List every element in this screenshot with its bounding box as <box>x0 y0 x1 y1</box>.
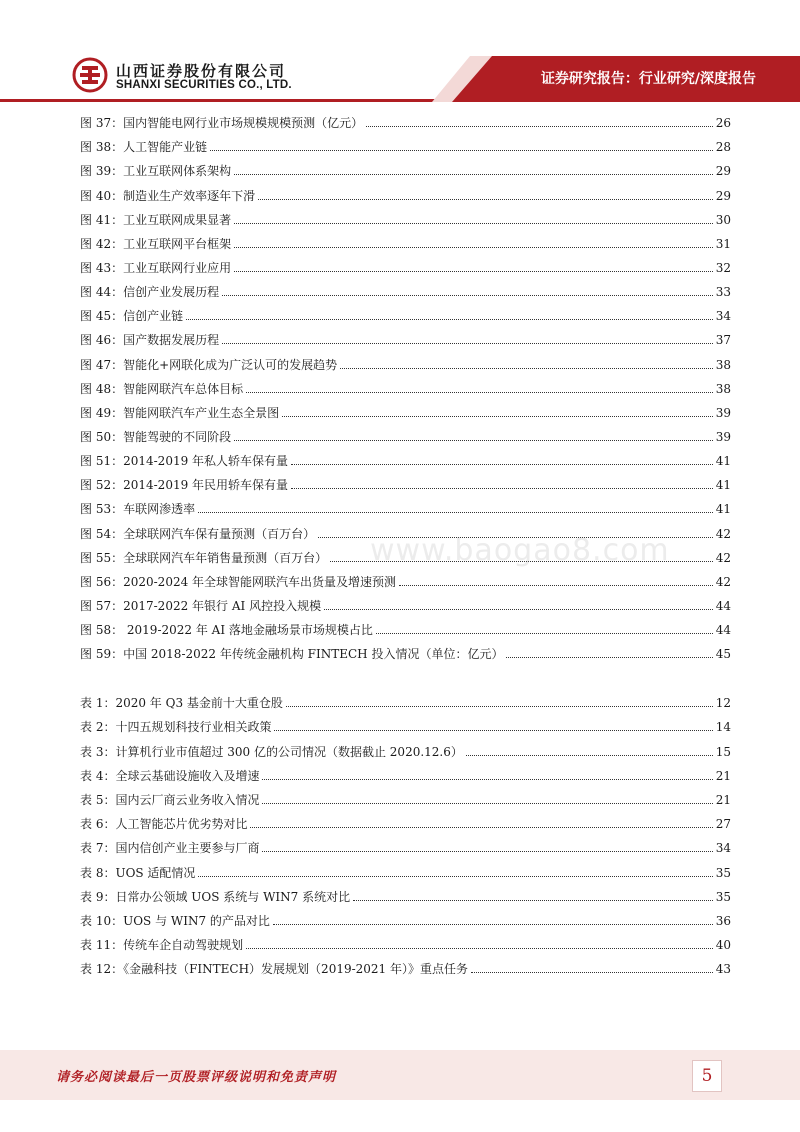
toc-entry-page[interactable]: 31 <box>715 236 731 251</box>
figure-toc-entry[interactable] <box>80 589 731 613</box>
toc-entry-page[interactable]: 29 <box>715 164 731 179</box>
toc-entry-page[interactable]: 35 <box>715 865 731 880</box>
figure-toc-entry[interactable] <box>80 130 731 154</box>
toc-entry-label[interactable]: 表 4：全球云基础设施收入及增速 <box>80 768 260 783</box>
toc-entry-label[interactable]: 表 5：国内云厂商云业务收入情况 <box>80 792 260 807</box>
table-toc-entry[interactable] <box>80 686 731 710</box>
disclaimer-text: 请务必阅读最后一页股票评级说明和免责声明 <box>56 1070 337 1085</box>
dot-leader <box>286 705 713 707</box>
toc-entry-page[interactable]: 26 <box>715 116 731 131</box>
figure-toc-entry[interactable] <box>80 372 731 396</box>
figure-toc-entry[interactable] <box>80 468 731 492</box>
figure-toc-entry[interactable] <box>80 178 731 202</box>
table-toc-entry[interactable] <box>80 783 731 807</box>
toc-entry-label[interactable]: 图 51：2014-2019 年私人轿车保有量 <box>80 454 289 469</box>
toc-entry-label[interactable]: 图 55：全球联网汽车年销售量预测（百万台） <box>80 550 328 565</box>
toc-entry-label[interactable]: 图 48：智能网联汽车总体目标 <box>80 381 244 396</box>
figure-toc-entry[interactable] <box>80 154 731 178</box>
page-header <box>0 0 800 104</box>
toc-entry-label[interactable]: 表 2：十四五规划科技行业相关政策 <box>80 720 272 735</box>
dot-leader <box>222 294 713 296</box>
dot-leader <box>353 899 713 901</box>
dot-leader <box>376 632 713 634</box>
toc-entry-page[interactable]: 14 <box>715 720 731 735</box>
dot-leader <box>234 173 713 175</box>
figure-index-list <box>80 106 731 661</box>
table-toc-entry[interactable] <box>80 928 731 952</box>
table-toc-entry[interactable] <box>80 734 731 758</box>
toc-entry-label[interactable]: 图 43：工业互联网行业应用 <box>80 260 232 275</box>
toc-entry-label[interactable]: 图 58： 2019-2022 年 AI 落地金融场景市场规模占比 <box>80 623 373 638</box>
table-toc-entry[interactable] <box>80 710 731 734</box>
dot-leader <box>234 222 713 224</box>
dot-leader <box>198 511 713 513</box>
toc-entry-page[interactable]: 42 <box>715 550 731 565</box>
figure-toc-entry[interactable] <box>80 106 731 130</box>
table-toc-entry[interactable] <box>80 759 731 783</box>
toc-entry-page[interactable]: 42 <box>715 526 731 541</box>
toc-entry-label[interactable]: 图 38：人工智能产业链 <box>80 140 208 155</box>
toc-entry-page[interactable]: 15 <box>715 744 731 759</box>
toc-entry-label[interactable]: 表 9：日常办公领域 UOS 系统与 WIN7 系统对比 <box>80 889 351 904</box>
figure-toc-entry[interactable] <box>80 565 731 589</box>
toc-entry-page[interactable]: 27 <box>715 817 731 832</box>
figure-toc-entry[interactable] <box>80 251 731 275</box>
table-toc-entry[interactable] <box>80 904 731 928</box>
toc-entry-page[interactable]: 40 <box>715 938 731 953</box>
toc-entry-page[interactable]: 12 <box>715 696 731 711</box>
toc-entry-page[interactable]: 21 <box>715 792 731 807</box>
dot-leader <box>273 923 713 925</box>
company-name-cn: 山西证券股份有限公司 <box>116 62 287 80</box>
toc-entry-label[interactable]: 表 7：国内信创产业主要参与厂商 <box>80 841 260 856</box>
figure-toc-entry[interactable] <box>80 299 731 323</box>
table-toc-entry[interactable] <box>80 807 731 831</box>
toc-entry-page[interactable]: 37 <box>715 333 731 348</box>
toc-entry-page[interactable]: 33 <box>715 285 731 300</box>
toc-entry-label[interactable]: 图 40：制造业生产效率逐年下滑 <box>80 188 256 203</box>
dot-leader <box>234 270 713 272</box>
dot-leader <box>234 246 713 248</box>
toc-entry-page[interactable]: 45 <box>715 647 731 662</box>
figure-toc-entry[interactable] <box>80 227 731 251</box>
figure-toc-entry[interactable] <box>80 396 731 420</box>
toc-entry-page[interactable]: 41 <box>715 454 731 469</box>
dot-leader <box>246 391 713 393</box>
dot-leader <box>262 802 712 804</box>
toc-entry-label[interactable]: 表 10：UOS 与 WIN7 的产品对比 <box>80 913 270 928</box>
toc-entry-label[interactable]: 表 1：2020 年 Q3 基金前十大重仓股 <box>80 696 283 711</box>
toc-entry-label[interactable]: 图 44：信创产业发展历程 <box>80 285 220 300</box>
toc-entry-label[interactable]: 表 8：UOS 适配情况 <box>80 865 196 880</box>
dot-leader <box>222 342 713 344</box>
table-toc-entry[interactable] <box>80 880 731 904</box>
toc-entry-page[interactable]: 21 <box>715 768 731 783</box>
figure-toc-entry[interactable] <box>80 637 731 661</box>
toc-entry-label[interactable]: 图 59：中国 2018-2022 年传统金融机构 FINTECH 投入情况（单位：亿元） <box>80 647 504 662</box>
toc-entry-page[interactable]: 38 <box>715 357 731 372</box>
toc-entry-page[interactable]: 38 <box>715 381 731 396</box>
toc-entry-label[interactable]: 图 45：信创产业链 <box>80 309 184 324</box>
dot-leader <box>282 415 713 417</box>
figure-toc-entry[interactable] <box>80 492 731 516</box>
figure-toc-entry[interactable] <box>80 444 731 468</box>
toc-entry-page[interactable]: 32 <box>715 260 731 275</box>
toc-entry-page[interactable]: 36 <box>715 913 731 928</box>
dot-leader <box>324 608 713 610</box>
toc-entry-label[interactable]: 图 49：智能网联汽车产业生态全景图 <box>80 405 280 420</box>
figure-toc-entry[interactable] <box>80 420 731 444</box>
toc-entry-label[interactable]: 图 53：车联网渗透率 <box>80 502 196 517</box>
dot-leader <box>186 318 713 320</box>
toc-entry-label[interactable]: 图 57：2017-2022 年银行 AI 风控投入规模 <box>80 598 322 613</box>
toc-entry-page[interactable]: 44 <box>715 623 731 638</box>
toc-entry-page[interactable]: 34 <box>715 309 731 324</box>
page-number: 5 <box>692 1060 722 1092</box>
dot-leader <box>506 656 712 658</box>
toc-entry-label[interactable]: 图 50：智能驾驶的不同阶段 <box>80 429 232 444</box>
watermark: www.baogao8.com <box>370 533 670 568</box>
toc-entry-page[interactable]: 39 <box>715 405 731 420</box>
toc-entry-label[interactable]: 图 42：工业互联网平台框架 <box>80 236 232 251</box>
dot-leader <box>250 826 712 828</box>
toc-entry-label[interactable]: 图 46：国产数据发展历程 <box>80 333 220 348</box>
figure-toc-entry[interactable] <box>80 347 731 371</box>
dot-leader <box>466 754 713 756</box>
table-toc-entry[interactable] <box>80 831 731 855</box>
toc-entry-page[interactable]: 43 <box>715 962 731 977</box>
dot-leader <box>262 778 712 780</box>
toc-entry-label[interactable]: 图 41：工业互联网成果显著 <box>80 212 232 227</box>
table-toc-entry[interactable] <box>80 855 731 879</box>
dot-leader <box>198 875 712 877</box>
toc-entry-label[interactable]: 表 6：人工智能芯片优劣势对比 <box>80 817 248 832</box>
dot-leader <box>366 125 713 127</box>
toc-entry-label[interactable]: 图 37：国内智能电网行业市场规模规模预测（亿元） <box>80 116 364 131</box>
toc-entry-label[interactable]: 图 56：2020-2024 年全球智能网联汽车出货量及增速预测 <box>80 574 397 589</box>
toc-entry-label[interactable]: 图 47：智能化+网联化成为广泛认可的发展趋势 <box>80 357 338 372</box>
dot-leader <box>291 487 713 489</box>
figure-toc-entry[interactable] <box>80 275 731 299</box>
dot-leader <box>399 584 713 586</box>
report-type-title: 证券研究报告：行业研究/深度报告 <box>540 71 756 87</box>
dot-leader <box>246 947 713 949</box>
dot-leader <box>340 367 713 369</box>
table-index-list <box>80 686 731 976</box>
toc-entry-page[interactable]: 39 <box>715 429 731 444</box>
dot-leader <box>210 149 713 151</box>
toc-entry-page[interactable]: 34 <box>715 841 731 856</box>
figure-toc-entry[interactable] <box>80 203 731 227</box>
company-name-en: SHANXI SECURITIES CO., LTD. <box>116 79 292 91</box>
toc-entry-label[interactable]: 图 54：全球联网汽车保有量预测（百万台） <box>80 526 316 541</box>
dot-leader <box>471 971 713 973</box>
toc-entry-page[interactable]: 41 <box>715 478 731 493</box>
dot-leader <box>258 198 713 200</box>
dot-leader <box>234 439 713 441</box>
dot-leader <box>274 729 712 731</box>
toc-entry-label[interactable]: 表 11：传统车企自动驾驶规划 <box>80 938 244 953</box>
toc-entry-page[interactable]: 42 <box>715 574 731 589</box>
toc-entry-label[interactable]: 图 52：2014-2019 年民用轿车保有量 <box>80 478 289 493</box>
dot-leader <box>262 850 712 852</box>
figure-toc-entry[interactable] <box>80 613 731 637</box>
toc-entry-page[interactable]: 29 <box>715 188 731 203</box>
toc-entry-label[interactable]: 图 39：工业互联网体系架构 <box>80 164 232 179</box>
toc-entry-page[interactable]: 35 <box>715 889 731 904</box>
dot-leader <box>291 463 713 465</box>
page-footer <box>0 1050 800 1100</box>
toc-entry-page[interactable]: 44 <box>715 598 731 613</box>
toc-entry-page[interactable]: 41 <box>715 502 731 517</box>
table-toc-entry[interactable] <box>80 952 731 976</box>
figure-toc-entry[interactable] <box>80 323 731 347</box>
company-logo-icon <box>72 57 108 93</box>
toc-entry-label[interactable]: 表 3：计算机行业市值超过 300 亿的公司情况（数据截止 2020.12.6） <box>80 744 463 759</box>
toc-entry-label[interactable]: 表 12：《金融科技（FINTECH）发展规划（2019-2021 年）》重点任务 <box>80 962 469 977</box>
toc-entry-page[interactable]: 30 <box>715 212 731 227</box>
toc-entry-page[interactable]: 28 <box>715 140 731 155</box>
